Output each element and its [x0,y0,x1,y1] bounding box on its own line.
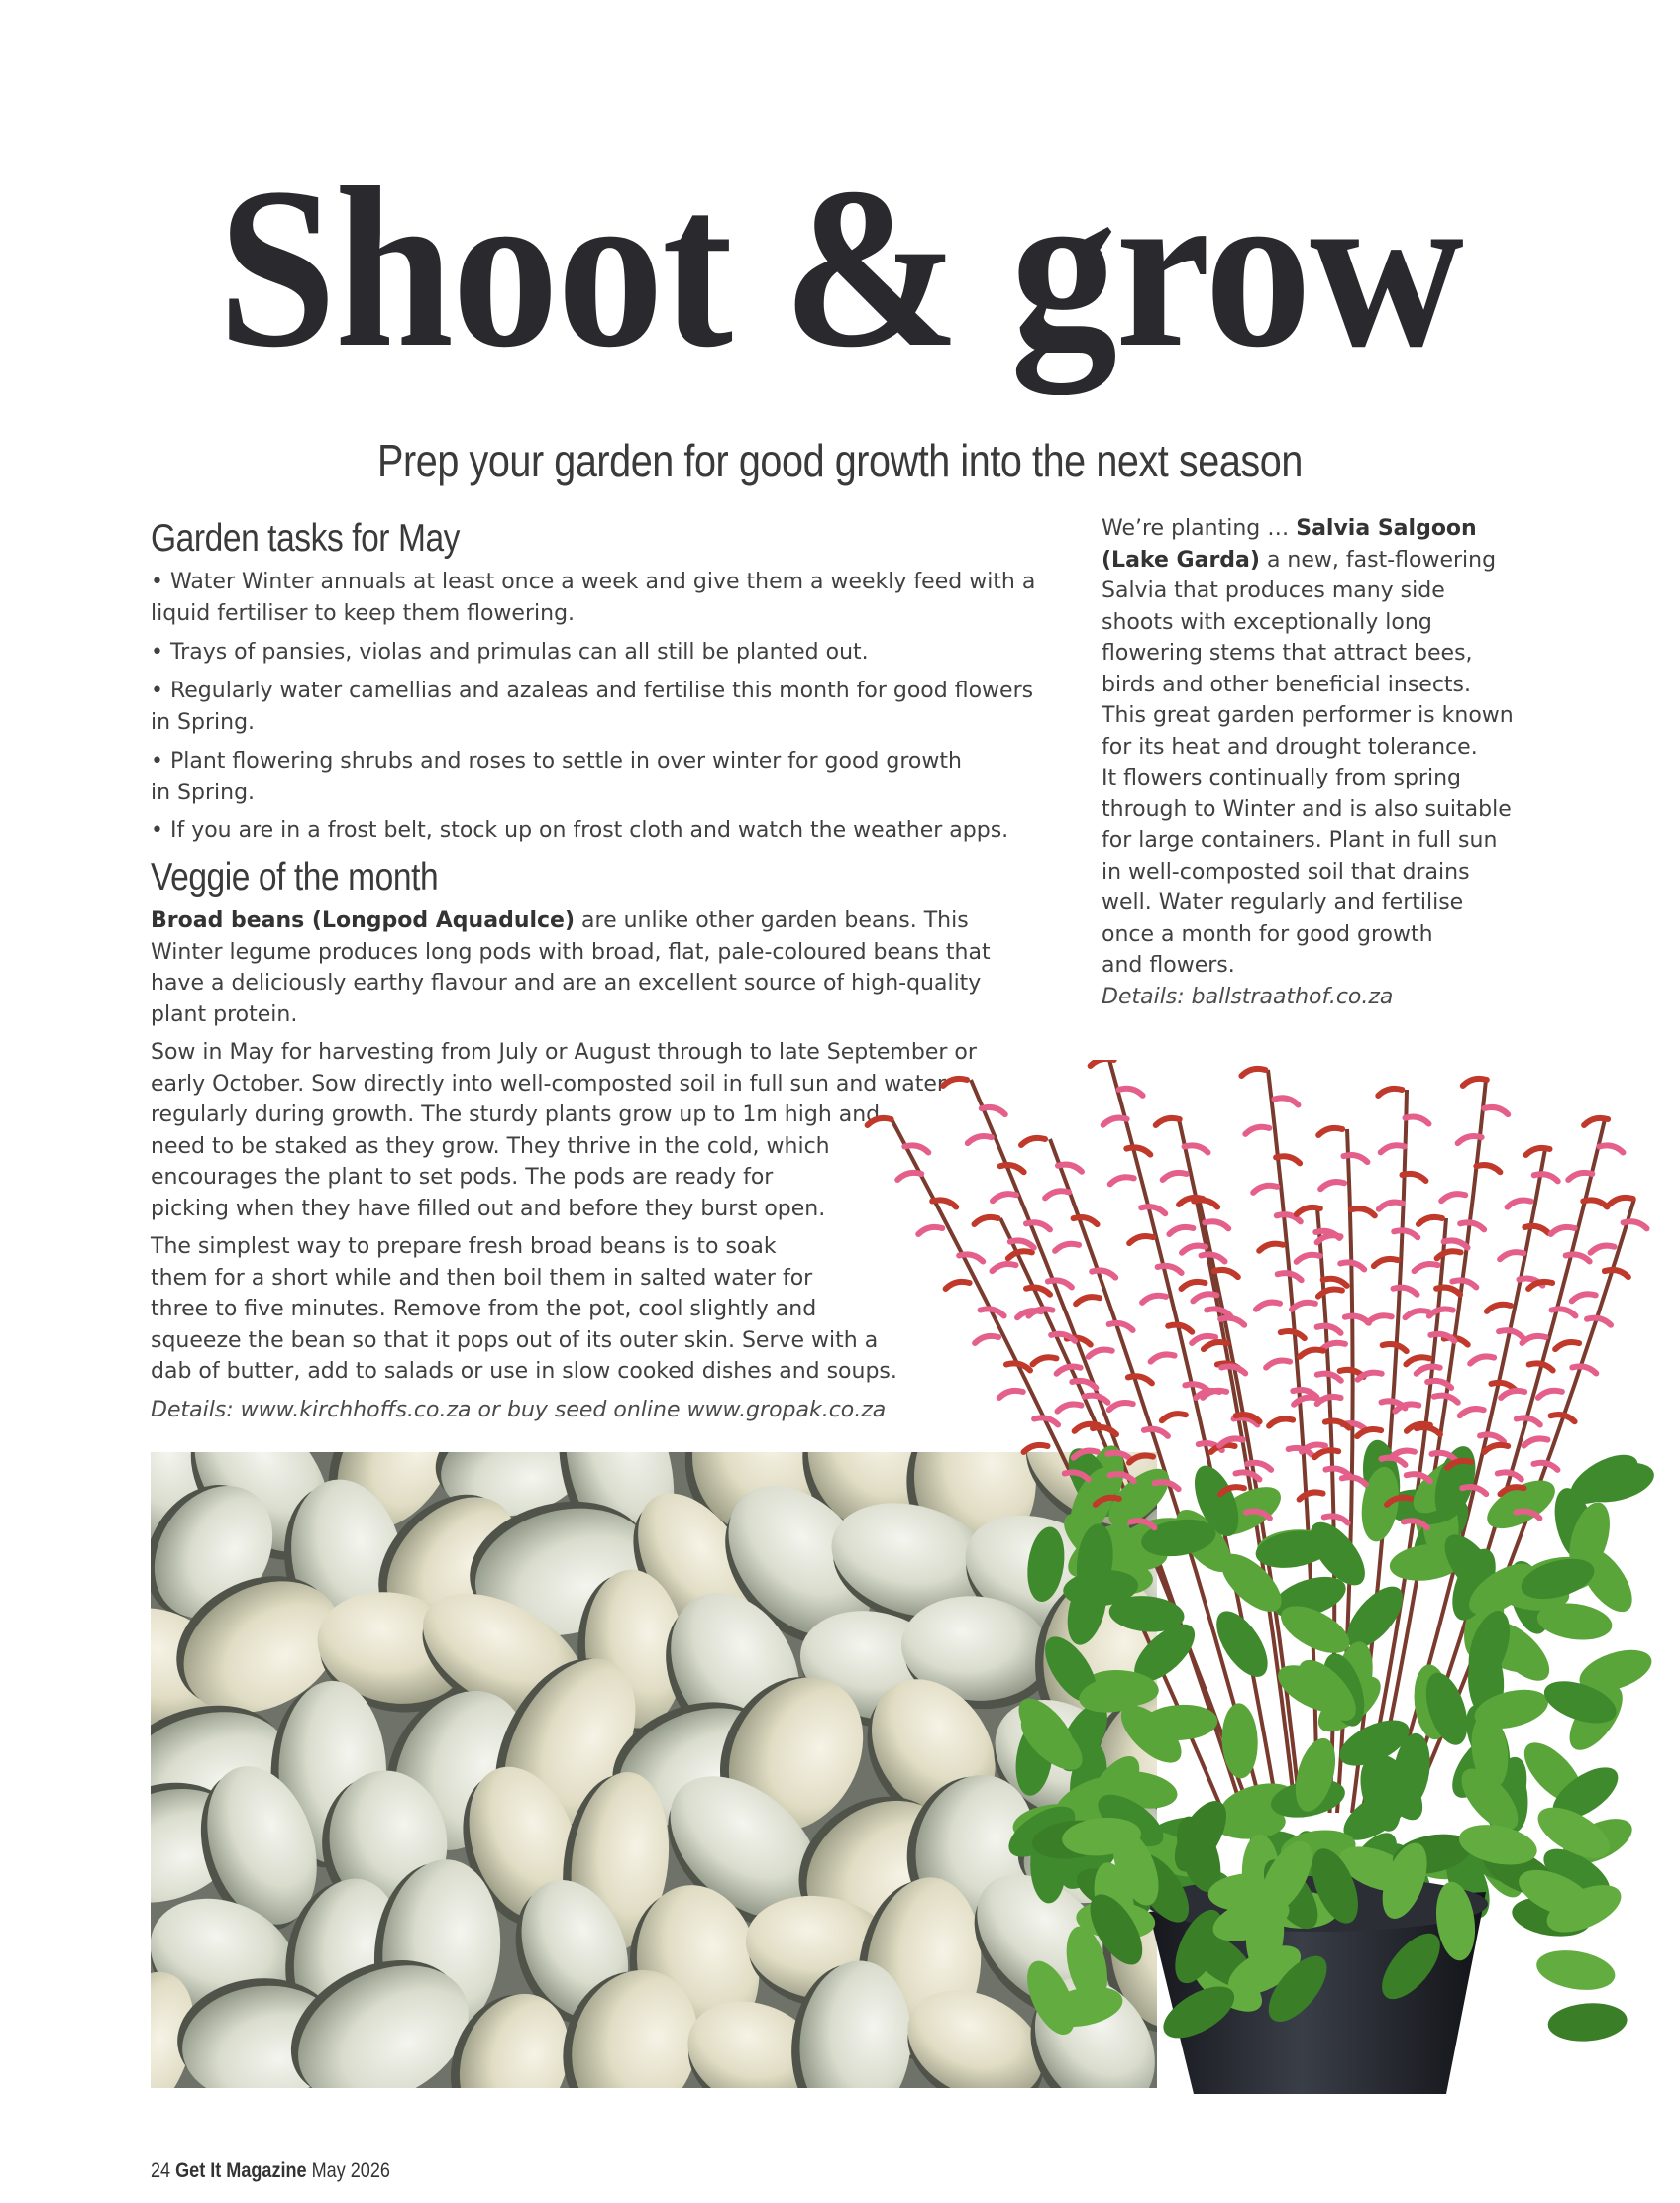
task-item: • If you are in a frost belt, stock up on frost cloth and watch the weather apps. [151,818,1009,843]
veggie-paragraph-2: Sow in May for harvesting from July or August through to late September or early October. Sow directly into well-composted soil in full sun and water regularly during growth. The sturdy plants grow up to 1m high and need to be staked as they grow. They thrive in the cold, which encourages the plant to set pods. The pods are ready for picking when they have filled out and before they burst open. [151,1040,977,1221]
issue-date: May 2026 [311,2159,390,2182]
veggie-details: Details: www.kirchhoffs.co.za or buy seed online www.gropak.co.za [151,1398,887,1422]
veggie-name: Broad beans (Longpod Aquadulce) [151,908,576,933]
page-number: 24 [151,2159,171,2182]
magazine-name: Get It Magazine [175,2159,307,2182]
task-item: • Plant flowering shrubs and roses to settle in over winter for good growth in Spring. [151,749,962,805]
article-subtitle: Prep your garden for good growth into the next season [377,435,1303,486]
salvia-variety: (Lake Garda) [1102,547,1260,573]
page-footer [151,2159,390,2183]
salvia-plant-photo [852,1060,1680,2094]
planting-paragraph: We’re planting … Salvia Salgoon (Lake Garda) a new, fast-flowering Salvia that produces many side shoots with exceptionally long flowering stems that attract bees, birds and other beneficial insects. This great garden performer is known for its heat and drought tolerance. It flowers continually from spring through to Winter and is also suitable for large containers. Plant in full sun in well-composted soil that drains well. Water regularly and fertilise once a month for good growth and flowers. Details: ballstraathof.co.za [1102,513,1514,1012]
veggie-paragraph-1: Broad beans (Longpod Aquadulce) are unlike other garden beans. This Winter legume produces long pods with broad, flat, pale-coloured beans that have a deliciously earthy flavour and are an excellent source of high-quality plant protein. [151,908,991,1027]
veggie-heading: Veggie of the month [151,856,439,898]
task-item: • Trays of pansies, violas and primulas can all still be planted out. [151,640,869,665]
veggie-paragraph-3: The simplest way to prepare fresh broad beans is to soak them for a short while and then boil them in salted water for three to five minutes. Remove from the pot, cool slightly and squeeze the bean so that it pops out of its outer skin. Serve with a dab of butter, add to salads or use in slow cooked dishes and soups. [151,1234,897,1384]
task-item: • Water Winter annuals at least once a week and give them a weekly feed with a liquid fertiliser to keep them flowering. [151,570,1036,626]
garden-tasks-heading: Garden tasks for May [151,517,461,560]
planting-details: Details: ballstraathof.co.za [1102,984,1394,1009]
salvia-name: Salvia Salgoon [1296,516,1477,541]
task-item: • Regularly water camellias and azaleas and fertilise this month for good flowers in Spring. [151,679,1034,735]
article-title: Shoot & grow [217,141,1463,395]
